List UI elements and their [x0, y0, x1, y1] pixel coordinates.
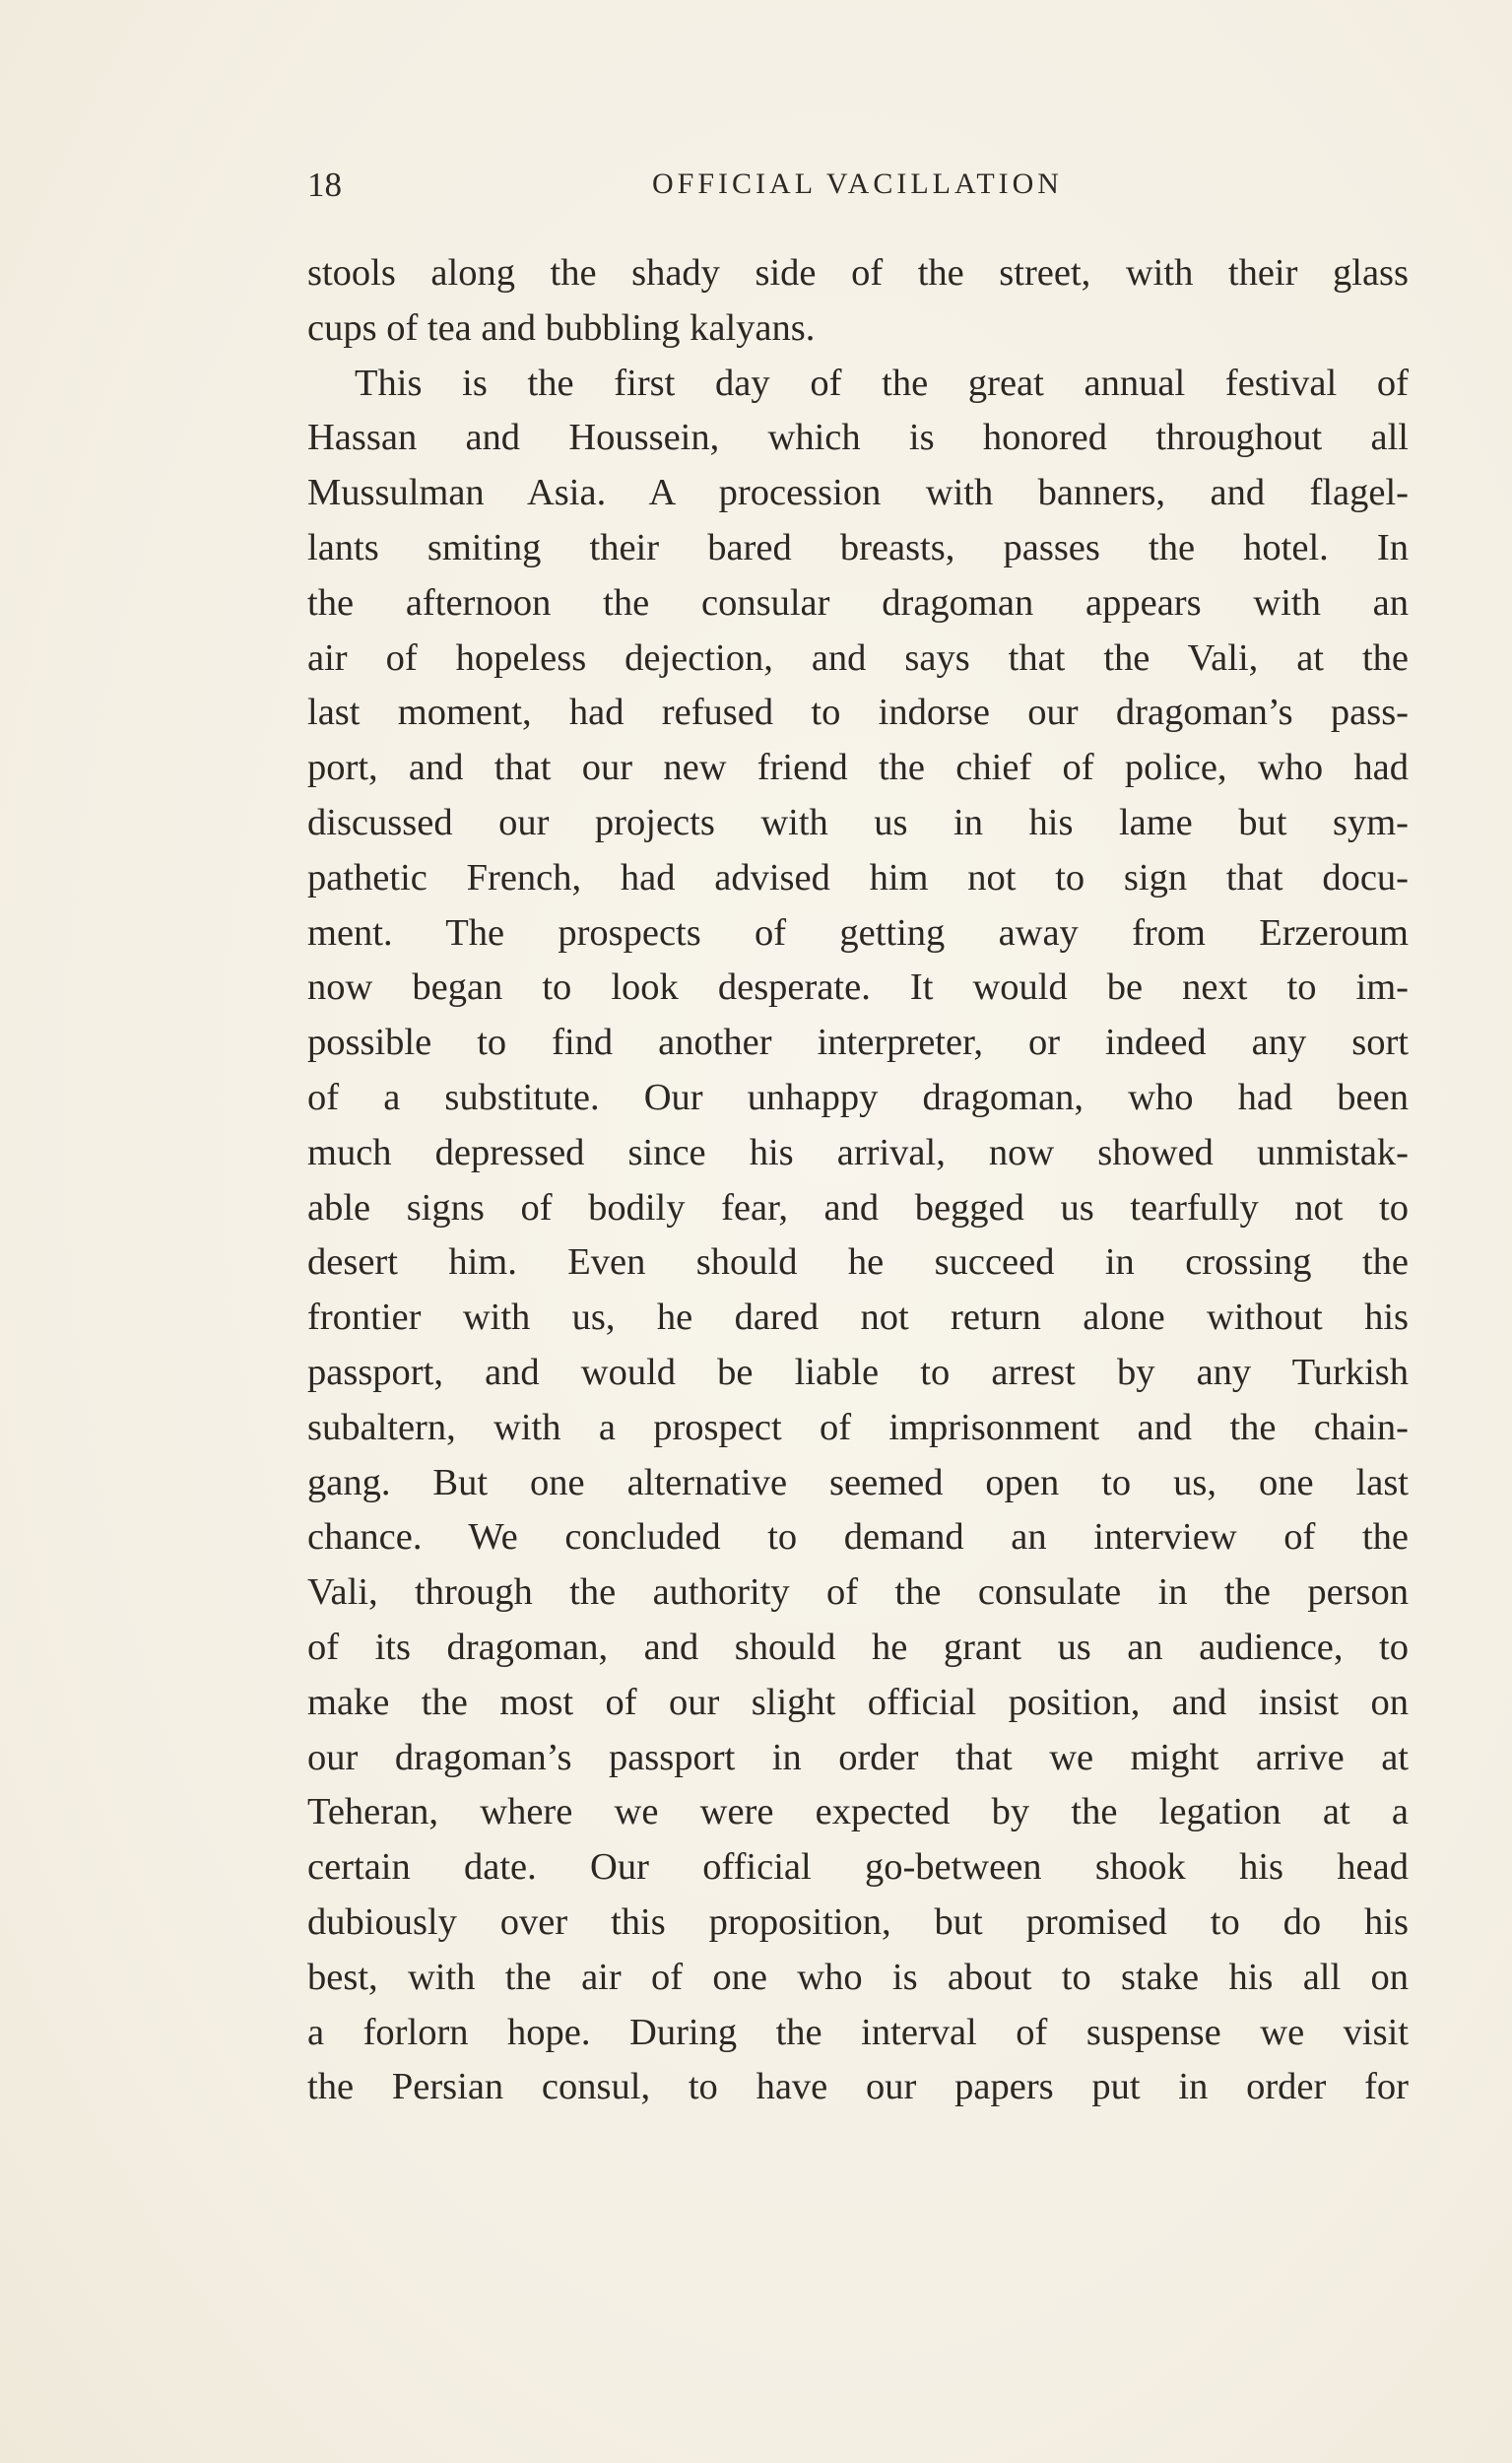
text-line: the afternoon the consular dragoman appears with an — [307, 581, 1409, 624]
text-line: our dragoman’s passport in order that we might arrive at — [307, 1736, 1409, 1778]
text-line: cups of tea and bubbling kalyans. — [307, 306, 816, 349]
text-line: frontier with us, he dared not return alone without his — [307, 1297, 1409, 1339]
page-number: 18 — [307, 166, 342, 204]
text-line: certain date. Our official go-between shook his head — [307, 1846, 1409, 1889]
text-line: lants smiting their bared breasts, passes the hotel. In — [307, 526, 1409, 568]
text-line: stools along the shady side of the street, with their glass — [307, 252, 1409, 294]
text-line: Hassan and Houssein, which is honored throughout all — [307, 417, 1409, 459]
text-line: of a substitute. Our unhappy dragoman, who had been — [307, 1076, 1409, 1118]
text-line: subaltern, with a prospect of imprisonment and the chain- — [307, 1406, 1409, 1448]
running-head: OFFICIAL VACILLATION — [652, 167, 1063, 200]
text-line: passport, and would be liable to arrest by any Turkish — [307, 1351, 1409, 1393]
text-line: Mussulman Asia. A procession with banners, and flagel- — [307, 472, 1409, 514]
text-line: a forlorn hope. During the interval of suspense we visit — [307, 2011, 1409, 2053]
text-line: port, and that our new friend the chief of police, who had — [307, 747, 1409, 789]
text-line: Vali, through the authority of the consulate in the person — [307, 1571, 1409, 1614]
text-line: able signs of bodily fear, and begged us tearfully not to — [307, 1186, 1409, 1229]
text-line: make the most of our slight official position, and insist on — [307, 1681, 1409, 1723]
paragraph-first-line: This is the first day of the great annual festival of — [355, 362, 1409, 404]
text-line: possible to find another interpreter, or indeed any sort — [307, 1022, 1409, 1064]
text-line: discussed our projects with us in his lame but sym- — [307, 801, 1409, 843]
text-line: Teheran, where we were expected by the legation at a — [307, 1791, 1409, 1833]
text-line: much depressed since his arrival, now showed unmistak- — [307, 1131, 1409, 1173]
text-line: desert him. Even should he succeed in crossing the — [307, 1241, 1409, 1284]
text-line: best, with the air of one who is about to stake his all on — [307, 1956, 1409, 1998]
text-line: the Persian consul, to have our papers put in order for — [307, 2066, 1409, 2108]
text-line: air of hopeless dejection, and says that the Vali, at the — [307, 636, 1409, 679]
text-line: ment. The prospects of getting away from Erzeroum — [307, 911, 1409, 954]
page-header — [307, 166, 1409, 215]
text-line: pathetic French, had advised him not to sign that docu- — [307, 856, 1409, 899]
text-line: dubiously over this proposition, but promised to do his — [307, 1900, 1409, 1943]
text-line: of its dragoman, and should he grant us an audience, to — [307, 1626, 1409, 1668]
body-text — [307, 246, 1409, 2115]
text-line: now began to look desperate. It would be next to im- — [307, 966, 1409, 1009]
text-line: chance. We concluded to demand an interview of the — [307, 1516, 1409, 1559]
text-line: gang. But one alternative seemed open to us, one last — [307, 1461, 1409, 1503]
text-line: last moment, had refused to indorse our dragoman’s pass- — [307, 692, 1409, 734]
